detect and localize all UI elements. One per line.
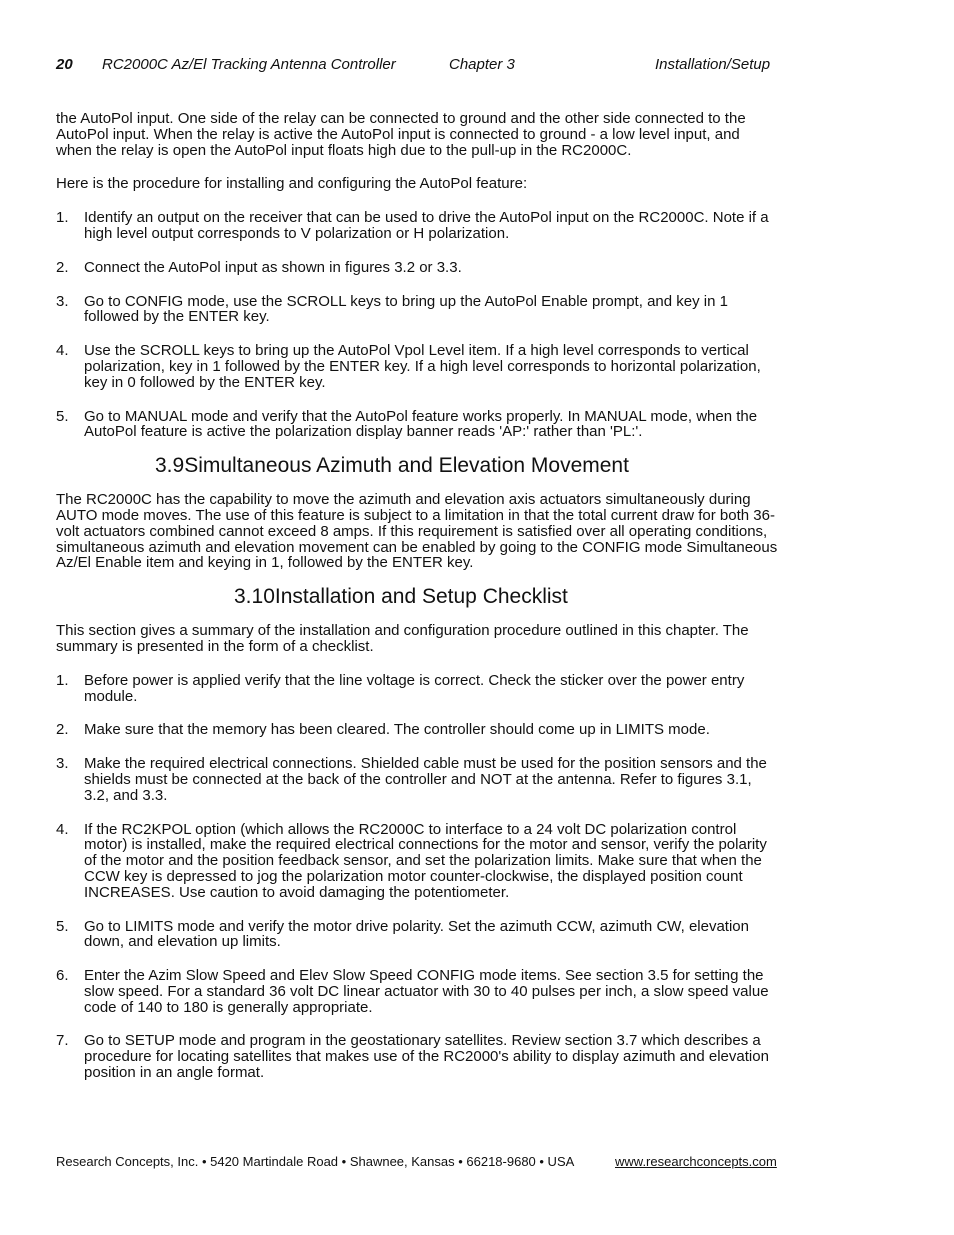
list-item-text: Connect the AutoPol input as shown in figures 3.2 or 3.3.	[84, 258, 462, 276]
list-item-number: 5.	[56, 407, 69, 425]
page-number: 20	[56, 56, 73, 73]
list-item-number: 5.	[56, 917, 69, 935]
list-item	[56, 673, 778, 705]
list-item	[56, 919, 778, 951]
list-item-number: 2.	[56, 721, 69, 739]
list-item-number: 2.	[56, 258, 69, 276]
list-item-text: Go to LIMITS mode and verify the motor drive polarity. Set the azimuth CCW, azimuth CW, elevation down, and elevation up limits.	[84, 917, 749, 951]
list-item-number: 3.	[56, 755, 69, 773]
list-item-text: If the RC2KPOL option (which allows the RC2000C to interface to a 24 volt DC polarization control motor) is installed, make the required electrical connections for the motor and sensor, verify the polarity of the motor and the position feedback sensor, and set the polarization limits. Make sure that when the CCW key is depressed to jog the polarization motor counter-clockwise, the displayed position count INCREASES. Use caution to avoid damaging the potentiometer.	[84, 820, 767, 901]
list-item	[56, 343, 778, 390]
page-content	[56, 111, 778, 1081]
section-label: Installation/Setup	[655, 56, 771, 73]
section-3-9-body: The RC2000C has the capability to move the azimuth and elevation axis actuators simultaneously during AUTO mode moves. The use of this feature is subject to a limitation in that the total current draw for both 36-volt actuators combined cannot exceed 8 amps. If this requirement is satisfied over all operating conditions, simultaneous azimuth and elevation movement can be enabled by going to the CONFIG mode Simultaneous Az/El Enable item and keying in 1, followed by the ENTER key.	[56, 491, 778, 572]
list-item-text: Make the required electrical connections. Shielded cable must be used for the position sensors and the shields must be connected at the back of the controller and NOT at the antenna. Refer to figures 3.1, 3.2, and 3.3.	[84, 755, 767, 804]
list-item-text: Enter the Azim Slow Speed and Elev Slow Speed CONFIG mode items. See section 3.5 for setting the slow speed. For a standard 36 volt DC linear actuator with 30 to 40 pulses per inch, a slow speed value code of 140 to 180 is generally appropriate.	[84, 967, 769, 1016]
list-item	[56, 294, 778, 326]
list-item-text: Identify an output on the receiver that can be used to drive the AutoPol input on the RC2000C. Note if a high level output corresponds to V polarization or H polarization.	[84, 209, 769, 242]
list-item-text: Go to SETUP mode and program in the geostationary satellites. Review section 3.7 which describes a procedure for locating satellites that makes use of the RC2000's ability to display azimuth and elevation position in an angle format.	[84, 1032, 769, 1082]
section-title: Installation and Setup Checklist	[274, 585, 568, 609]
list-item-text: Go to CONFIG mode, use the SCROLL keys to bring up the AutoPol Enable prompt, and key in 1 followed by the ENTER key.	[84, 292, 728, 326]
section-number: 3.9	[155, 454, 185, 478]
list-item-number: 1.	[56, 671, 69, 689]
section-number: 3.10	[234, 585, 275, 609]
list-item-number: 3.	[56, 292, 69, 310]
section-3-10-body: This section gives a summary of the installation and configuration procedure outlined in this chapter. The summary is presented in the form of a checklist.	[56, 622, 749, 655]
list-item	[56, 210, 778, 242]
autopol-steps-list	[56, 210, 778, 440]
chapter-label: Chapter 3	[449, 56, 515, 73]
list-item-number: 6.	[56, 967, 69, 985]
checklist	[56, 673, 778, 1081]
footer-website-link[interactable]: www.researchconcepts.com	[615, 1154, 777, 1169]
procedure-intro: Here is the procedure for installing and configuring the AutoPol feature:	[56, 175, 528, 193]
list-item	[56, 722, 778, 738]
list-item	[56, 409, 778, 441]
list-item-text: Before power is applied verify that the line voltage is correct. Check the sticker over the power entry module.	[84, 671, 745, 705]
list-item-text: Go to MANUAL mode and verify that the AutoPol feature works properly. In MANUAL mode, when the AutoPol feature is active the polarization display banner reads 'AP:' rather than 'PL:'.	[84, 407, 758, 441]
list-item-text: Make sure that the memory has been cleared. The controller should come up in LIMITS mode.	[84, 721, 710, 739]
section-heading-3-9	[155, 454, 778, 478]
list-item-number: 1.	[56, 209, 69, 227]
footer-address: Research Concepts, Inc. • 5420 Martindale Road • Shawnee, Kansas • 66218-9680 • USA	[56, 1154, 575, 1169]
list-item-text: Use the SCROLL keys to bring up the AutoPol Vpol Level item. If a high level corresponds to vertical polarization, key in 1 followed by the ENTER key. If a high level corresponds to horizontal polarization, key in 0 followed by the ENTER key.	[84, 342, 761, 391]
list-item	[56, 260, 778, 276]
list-item-number: 4.	[56, 342, 69, 360]
list-item-number: 7.	[56, 1032, 69, 1050]
list-item	[56, 822, 778, 901]
section-heading-3-10	[234, 585, 778, 609]
section-title: Simultaneous Azimuth and Elevation Movement	[184, 454, 629, 478]
document-title: RC2000C Az/El Tracking Antenna Controller	[102, 56, 396, 73]
list-item	[56, 1033, 778, 1080]
list-item	[56, 968, 778, 1015]
list-item	[56, 756, 778, 803]
intro-paragraph: the AutoPol input. One side of the relay can be connected to ground and the other side connected to the AutoPol input. When the relay is active the AutoPol input is connected to ground - a low level input, and when the relay is open the AutoPol input floats high due to the pull-up in the RC2000C.	[56, 110, 746, 159]
list-item-number: 4.	[56, 820, 69, 838]
